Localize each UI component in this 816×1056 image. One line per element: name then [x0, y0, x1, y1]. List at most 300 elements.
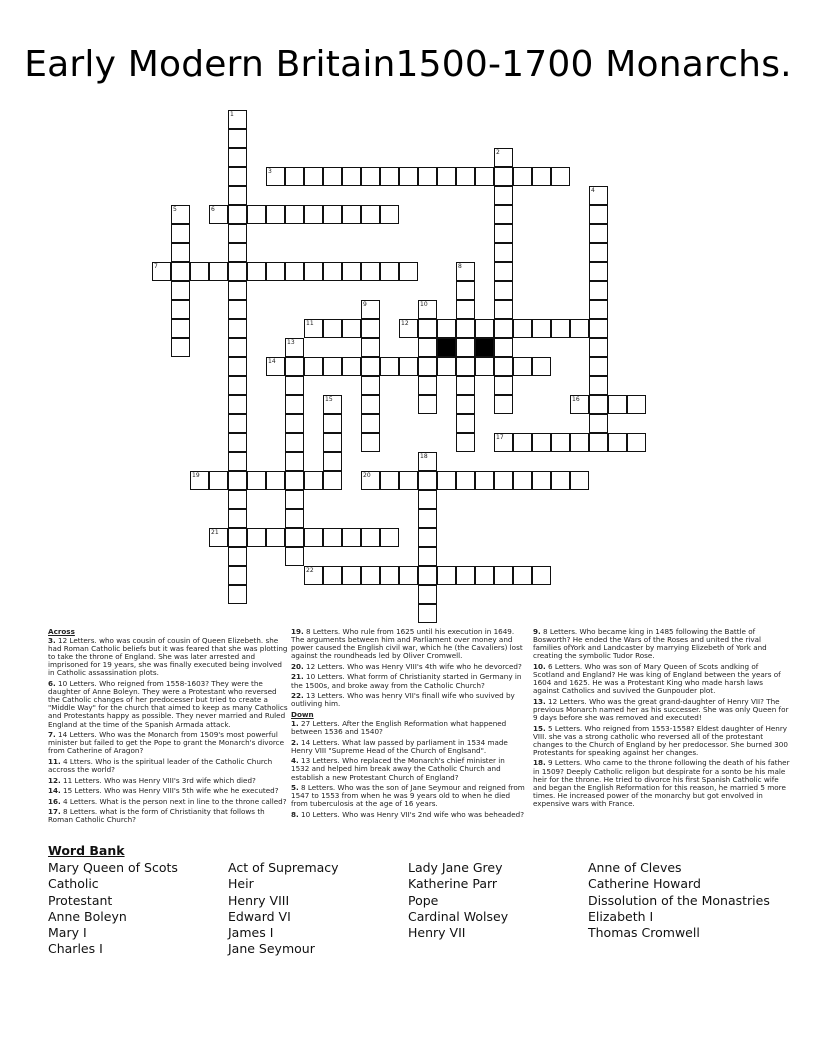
grid-cell[interactable] [456, 433, 475, 452]
grid-cell[interactable] [342, 319, 361, 338]
grid-cell[interactable] [456, 414, 475, 433]
grid-cell[interactable] [494, 205, 513, 224]
word-bank-item: Jane Seymour [228, 941, 315, 957]
grid-cell[interactable] [456, 300, 475, 319]
grid-cell[interactable] [589, 395, 608, 414]
grid-cell[interactable] [418, 452, 437, 471]
grid-cell[interactable] [304, 357, 323, 376]
grid-cell[interactable] [570, 319, 589, 338]
grid-cell[interactable] [323, 262, 342, 281]
grid-cell[interactable] [399, 357, 418, 376]
grid-cell[interactable] [323, 566, 342, 585]
grid-cell[interactable] [418, 585, 437, 604]
grid-cell[interactable] [494, 471, 513, 490]
page-title: Early Modern Britain1500-1700 Monarchs. [24, 44, 792, 85]
grid-cell[interactable] [323, 414, 342, 433]
grid-cell[interactable] [171, 319, 190, 338]
grid-cell[interactable] [361, 262, 380, 281]
clue-text: 8 Letters. Who rule from 1625 until his execution in 1649. The arguments between him and Parliament over money and power caused the English civil war, which he (the Cavaliers) lost against the roundheads led by Oliver Cromwell. [291, 627, 523, 661]
grid-cell[interactable] [418, 490, 437, 509]
grid-cell[interactable] [551, 471, 570, 490]
grid-cell[interactable] [228, 490, 247, 509]
grid-cell[interactable] [171, 262, 190, 281]
grid-cell[interactable] [361, 566, 380, 585]
grid-cell[interactable] [304, 205, 323, 224]
clue-item [48, 777, 288, 785]
clue-number: 21 [211, 529, 219, 536]
grid-cell[interactable] [152, 262, 171, 281]
clue-text: 6 Letters. Who was son of Mary Queen of Scots andking of Scotland and England? He was king of England between the years of 1604 and 1625. He was a Protestant King who made harsh laws against Catholics and suvived the Gunpouder plot. [533, 661, 781, 696]
grid-cell[interactable] [228, 129, 247, 148]
grid-cell[interactable] [627, 433, 646, 452]
clue-number: 20. [291, 661, 304, 671]
word-bank-item: Cardinal Wolsey [408, 908, 509, 924]
grid-cell[interactable] [285, 490, 304, 509]
word-bank [48, 843, 788, 957]
grid-cell[interactable] [228, 414, 247, 433]
grid-cell[interactable] [361, 395, 380, 414]
clue-number: 5. [291, 783, 299, 793]
clue-number: 16. [48, 796, 61, 806]
grid-cell[interactable] [228, 471, 247, 490]
grid-cell[interactable] [228, 319, 247, 338]
grid-cell[interactable] [285, 471, 304, 490]
clue-item [291, 757, 525, 781]
word-bank-item: Anne of Cleves [588, 860, 682, 875]
grid-cell[interactable] [456, 357, 475, 376]
grid-cell[interactable] [304, 167, 323, 186]
grid-cell[interactable] [418, 300, 437, 319]
grid-cell[interactable] [209, 205, 228, 224]
grid-cell[interactable] [513, 566, 532, 585]
grid-cell[interactable] [285, 262, 304, 281]
grid-cell[interactable] [361, 300, 380, 319]
grid-cell[interactable] [399, 167, 418, 186]
grid-cell[interactable] [228, 224, 247, 243]
clue-number: 16 [572, 396, 580, 403]
grid-cell[interactable] [589, 224, 608, 243]
grid-cell[interactable] [589, 357, 608, 376]
grid-cell[interactable] [171, 300, 190, 319]
grid-cell[interactable] [418, 471, 437, 490]
grid-cell[interactable] [342, 566, 361, 585]
grid-cell[interactable] [190, 471, 209, 490]
clue-number: 10. [533, 661, 546, 671]
grid-cell[interactable] [228, 547, 247, 566]
clue-text: 8 Letters. Who was the son of Jane Seymour and reigned from 1547 to 1553 from when he was 9 years old to when he died from tuberculosis at the age of 16 years. [291, 783, 525, 809]
grid-cell[interactable] [456, 376, 475, 395]
clue-number: 18 [420, 453, 428, 460]
grid-cell[interactable] [513, 471, 532, 490]
grid-cell[interactable] [228, 528, 247, 547]
grid-cell[interactable] [380, 205, 399, 224]
grid-cell[interactable] [608, 395, 627, 414]
clue-number: 11 [306, 320, 314, 327]
grid-cell[interactable] [380, 471, 399, 490]
grid-cell[interactable] [323, 357, 342, 376]
grid-cell[interactable] [228, 148, 247, 167]
grid-cell[interactable] [228, 243, 247, 262]
grid-cell[interactable] [285, 433, 304, 452]
clue-number: 7. [48, 730, 56, 740]
grid-cell[interactable] [589, 376, 608, 395]
clue-text: 13 Letters. Who replaced the Monarch's chief minister in 1532 and helped him break away the Catholic Church and establish a new Protestant Church of England? [291, 756, 505, 782]
clue-number: 1 [230, 111, 234, 118]
clue-text: 27 Letters. After the English Reformation what happened between 1536 and 1540? [291, 718, 507, 737]
clue-item [48, 758, 288, 774]
grid-cell[interactable] [342, 167, 361, 186]
clue-item [48, 637, 288, 677]
grid-cell[interactable] [285, 528, 304, 547]
grid-cell[interactable] [494, 167, 513, 186]
clue-number: 13. [533, 696, 546, 706]
grid-cell[interactable] [418, 338, 437, 357]
clue-number: 6. [48, 679, 56, 689]
grid-cell[interactable] [494, 566, 513, 585]
grid-cell[interactable] [418, 376, 437, 395]
grid-cell[interactable] [437, 471, 456, 490]
grid-cell[interactable] [437, 319, 456, 338]
grid-cell[interactable] [532, 471, 551, 490]
clue-item [48, 787, 288, 795]
grid-cell[interactable] [285, 167, 304, 186]
grid-cell[interactable] [342, 262, 361, 281]
grid-cell[interactable] [608, 433, 627, 452]
grid-cell[interactable] [285, 376, 304, 395]
grid-cell[interactable] [456, 167, 475, 186]
grid-cell[interactable] [285, 205, 304, 224]
grid-cell[interactable] [475, 357, 494, 376]
clue-item [291, 663, 525, 671]
word-bank-item: Henry VIII [228, 892, 290, 908]
grid-cell[interactable] [437, 357, 456, 376]
clue-text: 14 Letters. What law passed by parliament in 1534 made Henry VIII "Supreme Head of the Church of Englsand". [291, 737, 508, 755]
grid-cell[interactable] [589, 319, 608, 338]
grid-cell[interactable] [494, 357, 513, 376]
grid-cell[interactable] [209, 528, 228, 547]
grid-cell[interactable] [228, 357, 247, 376]
grid-cell[interactable] [266, 471, 285, 490]
grid-cell[interactable] [266, 357, 285, 376]
grid-cell[interactable] [399, 471, 418, 490]
grid-cell[interactable] [513, 433, 532, 452]
grid-cell[interactable] [361, 433, 380, 452]
clue-number: 2 [496, 149, 500, 156]
grid-cell[interactable] [285, 414, 304, 433]
word-bank-item: Heir [228, 876, 254, 892]
grid-cell[interactable] [494, 376, 513, 395]
clue-number: 8. [291, 809, 299, 819]
clue-text: 8 Letters. what is the form of Christianity that follows th Roman Catholic Church? [48, 807, 265, 825]
grid-cell[interactable] [285, 509, 304, 528]
grid-cell[interactable] [456, 566, 475, 585]
grid-cell[interactable] [304, 528, 323, 547]
grid-cell[interactable] [171, 338, 190, 357]
grid-cell[interactable] [589, 414, 608, 433]
grid-cell[interactable] [342, 528, 361, 547]
grid-cell[interactable] [570, 395, 589, 414]
clue-item [533, 698, 791, 722]
grid-cell[interactable] [361, 205, 380, 224]
clue-number: 3. [48, 636, 56, 646]
grid-cell[interactable] [570, 433, 589, 452]
grid-cell[interactable] [475, 167, 494, 186]
grid-cell[interactable] [228, 452, 247, 471]
clue-text: 12 Letters. Who was the great grand-daughter of Henry VII? The previous Monarch named her as his successer. She was only Queen for 9 days before she was removed and executed! [533, 696, 789, 722]
grid-cell[interactable] [304, 471, 323, 490]
clue-item [291, 811, 525, 819]
grid-cell[interactable] [228, 262, 247, 281]
word-bank-item: Act of Supremacy [228, 860, 339, 875]
grid-cell[interactable] [228, 566, 247, 585]
grid-cell[interactable] [418, 395, 437, 414]
grid-cell[interactable] [323, 167, 342, 186]
clue-item [291, 628, 525, 660]
grid-cell[interactable] [456, 281, 475, 300]
grid-cell[interactable] [532, 433, 551, 452]
grid-cell[interactable] [513, 357, 532, 376]
grid-cell[interactable] [494, 224, 513, 243]
grid-cell[interactable] [589, 186, 608, 205]
grid-cell[interactable] [228, 509, 247, 528]
grid-cell[interactable] [418, 319, 437, 338]
grid-cell[interactable] [323, 528, 342, 547]
grid-cell[interactable] [589, 205, 608, 224]
clues-column-1 [48, 628, 288, 827]
clue-text: 10 Letters. Who reigned from 1558-1603? They were the daughter of Anne Boleyn. They were a Protestant who reversed the Catholic changes of her predocesser but tried to create a "Middle Way" for the church that aimed to keep as many Catholics and Protestants happy as possible. They never married and Ruled England at the time of the Spanish Armada attack. [48, 679, 288, 729]
grid-cell[interactable] [399, 566, 418, 585]
grid-cell[interactable] [361, 338, 380, 357]
grid-cell[interactable] [418, 604, 437, 623]
grid-cell[interactable] [209, 471, 228, 490]
clue-number: 11. [48, 756, 61, 766]
grid-cell[interactable] [228, 205, 247, 224]
word-bank-item: Katherine Parr [408, 876, 498, 892]
grid-cell[interactable] [494, 148, 513, 167]
clue-item [291, 692, 525, 708]
grid-cell[interactable] [380, 566, 399, 585]
clue-number: 4 [591, 187, 595, 194]
grid-cell[interactable] [342, 357, 361, 376]
grid-cell[interactable] [551, 167, 570, 186]
grid-cell[interactable] [190, 262, 209, 281]
grid-cell[interactable] [228, 395, 247, 414]
clue-item [48, 808, 288, 824]
clue-item [533, 628, 791, 660]
clue-text: 13 Letters. Who was henry VII's finall wife who suvived by outliving him. [291, 691, 515, 709]
clue-item [533, 759, 791, 808]
word-bank-item: Lady Jane Grey [408, 860, 503, 875]
grid-cell[interactable] [494, 338, 513, 357]
clue-number: 22 [306, 567, 314, 574]
clue-number: 19. [291, 627, 304, 636]
clue-number: 9. [533, 627, 541, 636]
grid-cell[interactable] [589, 300, 608, 319]
grid-cell[interactable] [456, 395, 475, 414]
clue-number: 22. [291, 691, 304, 701]
grid-cell[interactable] [589, 433, 608, 452]
grid-cell[interactable] [228, 281, 247, 300]
grid-cell[interactable] [418, 167, 437, 186]
grid-cell[interactable] [228, 110, 247, 129]
grid-cell[interactable] [171, 281, 190, 300]
grid-cell[interactable] [285, 357, 304, 376]
word-bank-item: Thomas Cromwell [588, 925, 700, 941]
grid-cell[interactable] [361, 528, 380, 547]
clue-number: 21. [291, 672, 304, 682]
grid-cell[interactable] [494, 319, 513, 338]
grid-cell[interactable] [589, 262, 608, 281]
grid-cell[interactable] [418, 509, 437, 528]
grid-cell[interactable] [323, 452, 342, 471]
word-bank-item: Protestant [48, 892, 113, 908]
word-bank-column-4 [588, 860, 770, 941]
grid-cell[interactable] [228, 186, 247, 205]
grid-cell[interactable] [247, 471, 266, 490]
grid-cell[interactable] [494, 262, 513, 281]
grid-cell[interactable] [475, 319, 494, 338]
clues-column-3 [533, 628, 791, 810]
grid-cell[interactable] [266, 205, 285, 224]
clue-number: 15 [325, 396, 333, 403]
grid-cell[interactable] [494, 300, 513, 319]
grid-cell[interactable] [513, 167, 532, 186]
clue-number: 15. [533, 723, 546, 733]
clue-number: 17 [496, 434, 504, 441]
grid-cell[interactable] [247, 205, 266, 224]
clue-number: 6 [211, 206, 215, 213]
grid-cell[interactable] [532, 319, 551, 338]
grid-cell[interactable] [456, 338, 475, 357]
clue-number: 8 [458, 263, 462, 270]
grid-cell[interactable] [551, 433, 570, 452]
grid-cell[interactable] [361, 319, 380, 338]
grid-cell[interactable] [304, 319, 323, 338]
grid-cell[interactable] [228, 167, 247, 186]
across-heading: Across [48, 627, 75, 636]
grid-cell[interactable] [247, 262, 266, 281]
grid-cell[interactable] [285, 338, 304, 357]
grid-cell[interactable] [418, 547, 437, 566]
grid-cell[interactable] [304, 262, 323, 281]
grid-cell[interactable] [475, 566, 494, 585]
grid-cell[interactable] [171, 224, 190, 243]
clue-text: 4 Ltters. Who is the spiritual leader of the Catholic Church accross the world? [48, 756, 273, 774]
clue-number: 13 [287, 339, 295, 346]
grid-cell[interactable] [361, 357, 380, 376]
grid-cell[interactable] [285, 452, 304, 471]
grid-cell[interactable] [494, 281, 513, 300]
grid-cell[interactable] [228, 585, 247, 604]
grid-cell[interactable] [361, 414, 380, 433]
clue-item [48, 798, 288, 806]
grid-cell[interactable] [228, 338, 247, 357]
down-heading: Down [291, 709, 314, 719]
grid-cell[interactable] [171, 243, 190, 262]
grid-cell[interactable] [418, 357, 437, 376]
grid-cell[interactable] [494, 433, 513, 452]
grid-cell[interactable] [589, 281, 608, 300]
grid-cell[interactable] [380, 357, 399, 376]
clues-column-2 [291, 628, 525, 821]
word-bank-item: Henry VII [408, 925, 466, 941]
grid-cell[interactable] [437, 566, 456, 585]
grid-cell[interactable] [532, 566, 551, 585]
word-bank-item: Mary Queen of Scots [48, 860, 178, 875]
grid-cell[interactable] [266, 262, 285, 281]
grid-cell[interactable] [380, 528, 399, 547]
grid-cell[interactable] [456, 471, 475, 490]
grid-cell[interactable] [342, 205, 361, 224]
clue-number: 10 [420, 301, 428, 308]
grid-cell[interactable] [513, 319, 532, 338]
grid-cell[interactable] [418, 528, 437, 547]
grid-cell[interactable] [475, 471, 494, 490]
grid-cell[interactable] [380, 262, 399, 281]
grid-cell[interactable] [532, 167, 551, 186]
word-bank-item: James I [228, 925, 274, 941]
grid-cell[interactable] [361, 167, 380, 186]
grid-cell[interactable] [494, 243, 513, 262]
grid-cell[interactable] [323, 319, 342, 338]
grid-cell[interactable] [266, 167, 285, 186]
grid-cell[interactable] [285, 547, 304, 566]
clue-text: 14 Letters. Who was the Monarch from 1509's most powerful minister but failed to get the Pope to grant the Monarch's divorce from Catherine of Aragon? [48, 730, 285, 756]
clue-number: 2. [291, 737, 299, 747]
grid-cell[interactable] [589, 243, 608, 262]
clue-number: 4. [291, 756, 299, 766]
grid-cell[interactable] [437, 167, 456, 186]
clue-item [533, 725, 791, 757]
clue-item [291, 784, 525, 808]
grid-cell[interactable] [361, 376, 380, 395]
grid-cell[interactable] [266, 528, 285, 547]
grid-cell[interactable] [627, 395, 646, 414]
grid-cell[interactable] [304, 566, 323, 585]
grid-cell[interactable] [399, 262, 418, 281]
black-cell [437, 338, 456, 357]
grid-cell[interactable] [228, 433, 247, 452]
grid-cell[interactable] [532, 357, 551, 376]
grid-cell[interactable] [456, 319, 475, 338]
grid-cell[interactable] [323, 205, 342, 224]
grid-cell[interactable] [285, 395, 304, 414]
grid-cell[interactable] [380, 167, 399, 186]
grid-cell[interactable] [494, 186, 513, 205]
grid-cell[interactable] [589, 338, 608, 357]
grid-cell[interactable] [323, 471, 342, 490]
grid-cell[interactable] [456, 262, 475, 281]
grid-cell[interactable] [323, 395, 342, 414]
word-bank-column-3 [408, 860, 508, 941]
grid-cell[interactable] [228, 376, 247, 395]
grid-cell[interactable] [494, 395, 513, 414]
clue-number: 20 [363, 472, 371, 479]
grid-cell[interactable] [247, 528, 266, 547]
grid-cell[interactable] [418, 566, 437, 585]
grid-cell[interactable] [228, 300, 247, 319]
grid-cell[interactable] [323, 433, 342, 452]
grid-cell[interactable] [209, 262, 228, 281]
clue-number: 12 [401, 320, 409, 327]
grid-cell[interactable] [171, 205, 190, 224]
grid-cell[interactable] [551, 319, 570, 338]
grid-cell[interactable] [361, 471, 380, 490]
grid-cell[interactable] [570, 471, 589, 490]
grid-cell[interactable] [399, 319, 418, 338]
word-bank-item: Pope [408, 892, 439, 908]
clue-text: 15 Letters. Who was Henry VIII's 5th wife whe he executed? [60, 786, 279, 796]
